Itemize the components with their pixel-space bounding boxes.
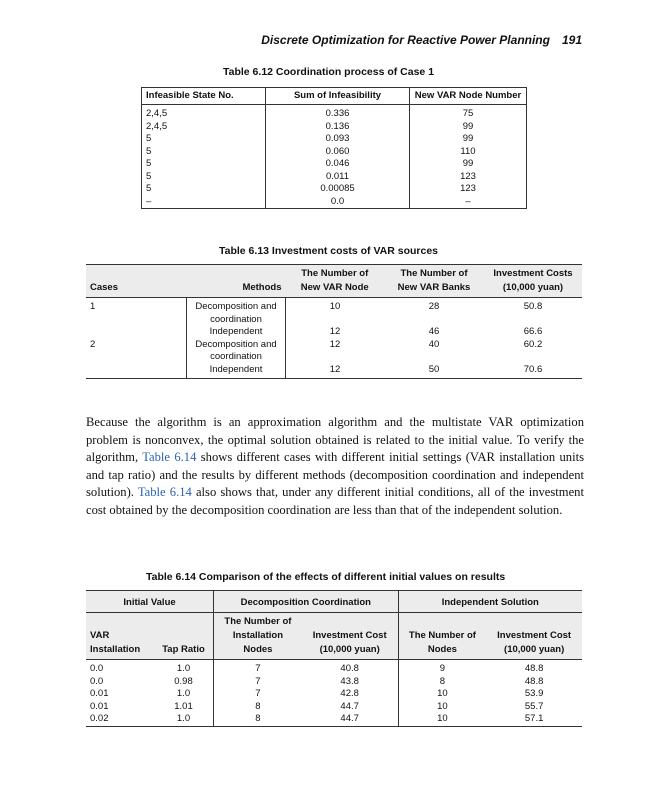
table-cell: 123 [460,170,476,182]
table-reference-link[interactable]: Table 6.14 [137,485,192,500]
table-cell: 53.9 [524,688,544,699]
table-cell: 44.7 [302,713,398,726]
table-cell: 0.02 [90,713,109,724]
table-cell: 0.01 [90,700,109,712]
table-cell: 40.8 [302,660,398,676]
table-cell: 0.01 [90,688,109,699]
table-cell: 5 [142,183,266,196]
table-row [86,713,582,726]
table-cell: 55.7 [524,700,544,712]
header-line: Investment Cost [312,630,387,641]
header-line: (10,000 yuan) [504,644,565,655]
table-cell: – [465,195,471,207]
table-cell: 12 [329,363,341,375]
table-cell: 2,4,5 [142,121,266,134]
table-cell: 0.046 [266,158,410,171]
table-header-cell [486,613,582,660]
table-header-cell [384,265,484,298]
table-cell: 2,4,5 [142,105,266,121]
method-line: Independent [209,363,263,375]
table-cell: 0.336 [266,105,410,121]
table-row [142,105,527,121]
table-row [142,171,527,184]
table-cell: 5 [142,133,266,146]
table-row [86,298,582,327]
table-cell: 44.7 [302,701,398,714]
table-cell: 5 [142,146,266,159]
table-cell: 70.6 [523,363,543,375]
table-cell: 60.2 [523,338,543,350]
table-row [86,676,582,689]
table-row [142,196,527,209]
table-cell: 0.0 [90,675,104,687]
table-cell: 50.8 [523,301,543,312]
table-cell: 48.8 [524,663,544,674]
header-line: VAR [90,630,110,641]
table-cell: 8 [255,713,261,724]
table-cell [187,364,286,379]
header-line: The Number of [408,630,476,641]
table-header-cell [286,265,385,298]
header-line: The Number of [301,268,369,279]
method-line: Decomposition and [195,301,277,312]
table-header-cell: Infeasible State No. [142,88,266,105]
table-cell: 43.8 [302,676,398,689]
running-header [261,33,582,47]
header-line: New VAR Banks [397,282,471,293]
header-line: Nodes [427,644,457,655]
paragraph-text: Because the algorithm is an approximation algorithm and the multistate VAR optimization problem is nonconvex, the optimal solution obtained is related to the initial value. To verify the algorithm, [86,415,584,465]
table-header-cell: New VAR Node Number [410,88,527,105]
table-cell: 8 [255,700,261,712]
table-header-cell: Tap Ratio [154,613,214,660]
table-cell: 0.98 [154,676,214,689]
table-header-cell [398,613,486,660]
method-line: coordination [210,313,262,325]
table-cell: 5 [142,171,266,184]
table-6-14 [86,590,582,727]
table-row [86,364,582,379]
table-cell: 50 [428,363,440,375]
table-cell: 10 [329,301,341,312]
table-cell: 0.011 [266,171,410,184]
table-6-12-caption: Table 6.12 Coordination process of Case 1 [223,66,435,78]
header-line: (10,000 yuan) [502,282,564,293]
table-cell: 9 [439,663,446,674]
table-cell: 1.01 [154,701,214,714]
table-cell: 57.1 [524,713,544,724]
table-cell: 0.00085 [266,183,410,196]
header-line: Investment Cost [497,630,572,641]
table-cell [187,339,286,364]
table-cell: 0.0 [90,663,104,674]
table-cell: 7 [255,675,261,687]
table-cell: 99 [462,133,474,144]
table-cell: 28 [428,301,440,312]
paragraph-text: shows different cases with different initial settings (VAR installation units and tap ratio) and the results by different methods (decomposition coordination and independent solution). [86,450,584,500]
table-cell: 66.6 [523,326,543,337]
table-cell: 99 [462,120,474,132]
method-line: Independent [209,326,263,337]
method-line: Decomposition and [195,338,277,350]
table-cell: 0.093 [266,133,410,146]
table-cell: 0.136 [266,121,410,134]
table-cell: 1.0 [154,713,214,726]
table-cell: 10 [437,700,448,712]
table-row [86,326,582,339]
header-line: Installation [232,630,284,641]
table-row [86,660,582,676]
table-cell: 110 [460,145,476,157]
table-cell: 10 [437,688,448,699]
header-line: New VAR Node [300,282,369,293]
table-cell [86,364,187,379]
table-cell: 5 [142,158,266,171]
table-6-12 [141,87,527,209]
table-cell: 0.060 [266,146,410,159]
table-cell: 42.8 [302,688,398,701]
table-cell: 1 [86,298,187,327]
table-header-cell [484,265,582,298]
header-line: Nodes [243,644,273,655]
table-cell: – [142,196,266,209]
table-cell [86,326,187,339]
table-row [142,158,527,171]
table-row [86,688,582,701]
table-cell: 75 [462,108,474,119]
method-line: coordination [210,351,262,362]
table-cell: 1.0 [154,660,214,676]
table-cell: 1.0 [154,688,214,701]
header-line: Installation [90,644,141,655]
table-cell: 48.8 [524,675,544,687]
table-cell: 99 [462,158,474,169]
running-header-title: Discrete Optimization for Reactive Power Planning [261,33,550,47]
table-cell: 0.0 [266,196,410,209]
table-header-cell: Sum of Infeasibility [266,88,410,105]
header-line: The Number of [400,268,468,279]
table-header-cell: Methods [187,265,286,298]
table-row [142,146,527,159]
table-row [142,121,527,134]
table-row [142,133,527,146]
page-number: 191 [561,33,582,47]
table-header-cell [302,613,398,660]
table-header-cell [86,613,154,660]
header-line: The Number of [224,616,292,627]
header-line: (10,000 yuan) [319,644,380,655]
table-row [86,339,582,364]
table-header-cell [214,613,302,660]
body-paragraph [86,414,584,520]
table-cell [187,298,286,327]
header-line: Investment Costs [493,268,573,279]
table-cell: 7 [255,688,261,699]
table-reference-link[interactable]: Table 6.14 [142,450,197,465]
table-cell: 10 [437,713,448,724]
group-header-independent-solution: Independent Solution [398,591,582,613]
table-cell: 123 [460,183,476,194]
paragraph-text: also shows that, under any different initial conditions, all of the investment cost obtained by the decomposition coordination are less than that of the independent solution. [86,485,584,517]
table-cell: 8 [439,675,446,687]
table-cell: 7 [255,663,261,674]
table-row [86,701,582,714]
table-cell: 2 [86,339,187,364]
table-cell: 12 [329,338,341,350]
table-cell [187,326,286,339]
table-6-13-caption: Table 6.13 Investment costs of VAR sources [219,245,439,257]
group-header-initial-value: Initial Value [86,591,214,613]
table-cell: 12 [329,326,341,337]
table-6-14-caption: Table 6.14 Comparison of the effects of different initial values on results [146,571,506,583]
group-header-decomposition-coordination: Decomposition Coordination [214,591,398,613]
table-6-13 [86,264,582,379]
table-cell: 40 [428,338,440,350]
table-header-cell: Cases [86,265,187,298]
table-cell: 46 [428,326,440,337]
table-row [142,183,527,196]
